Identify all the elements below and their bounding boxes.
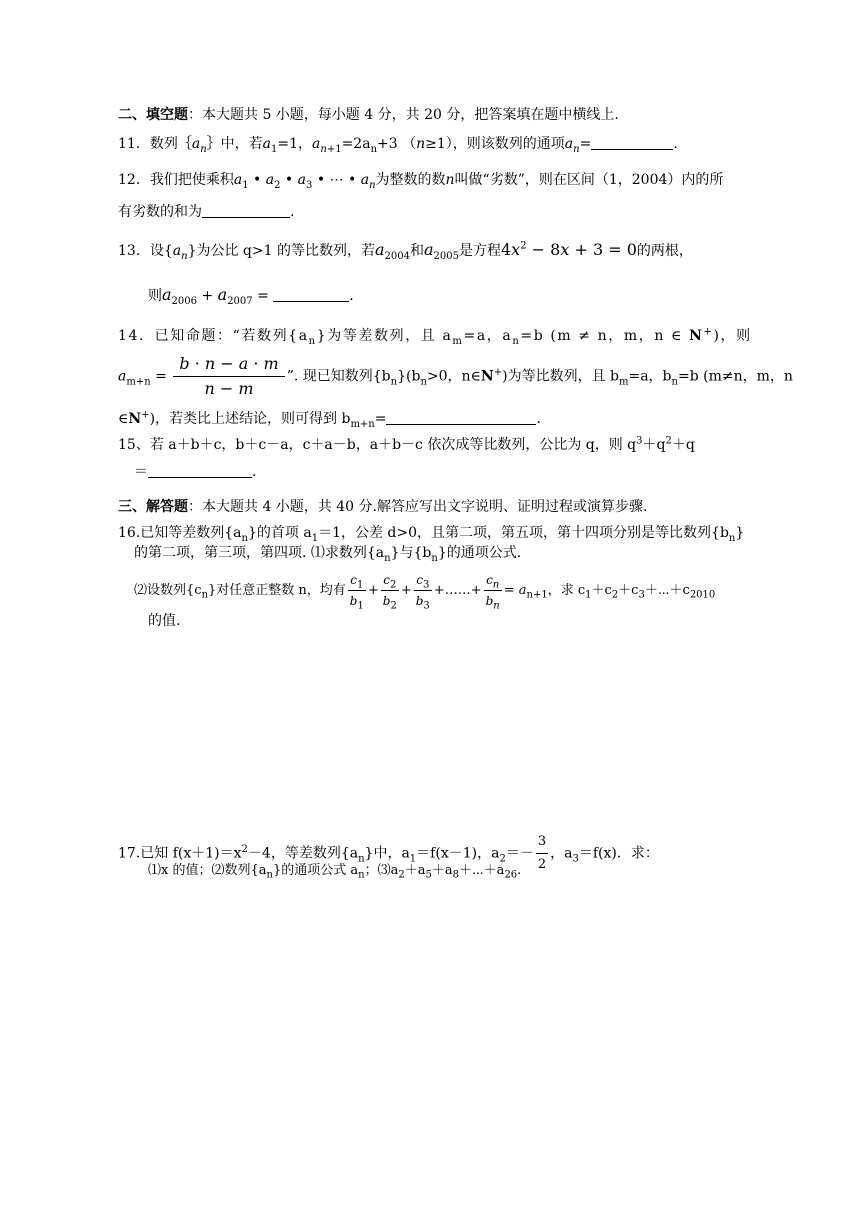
text: ；⑶a [364,863,399,878]
fraction: $\frac{b \cdot n - a \cdot m}{n - m}$ [173,352,284,401]
text: 为整数的数 [375,172,446,188]
question-number: 17. [118,845,141,862]
question-16-line-3: ⑵设数列$\{c_n\}$对任意正整数 n，均有 $\frac{c_1}{b_1}$ + $\frac{c_2}{b_2}$ + $\frac{c_3}{b_3}$ +……+ $\frac{c_n}{b_n}$ = $a_{n+1}$，求 $c_1+c_2+c_3+\cdots+c_{2010}$ [134,570,715,611]
section-3-title: 三、解答题 [118,499,188,515]
text: 已知 f(x＋1)＝x [140,845,242,862]
question-14-line-1: 14．已知命题：“若数列$\{a_n\}$为等差数列，且 $a_m=a$，$a_n=b$ (m ≠ n，m，n ∈ N+)，则 [118,326,752,347]
text: }的通项公式 a [272,863,359,878]
question-13-line-1: 13．设$\{a_n\}$为公比 q>1 的等比数列，若$a_{2004}$和$a_{2005}$是方程$4x^2 - 8x + 3 = 0$的两根， [118,240,693,262]
question-15-line-2 [134,463,256,481]
question-number: 14． [118,328,155,344]
question-14-line-3: ∈N+)，若类比上述结论，则可得到 $b_{m+n}=$ . [118,409,541,430]
fraction: $\frac{c_2}{b_2}$ [382,573,397,612]
text: ＋⋯＋a [458,863,505,878]
text: }(b [397,368,421,385]
question-16-line-1: 16.已知等差数列$\{a_n\}$的首项 $a_1=1$，公差 d>0，且第二项，第五项，第十四项分别是等比数列$\{b_n\}$ [118,525,745,544]
question-number: 11． [118,136,150,152]
text: =b (m ≠ n，m，n ∈ [520,328,690,344]
text: = [579,136,592,152]
text: ｝中，若 [206,136,263,152]
text: ＝f(x)．求： [578,845,659,862]
text: ，a [550,845,573,862]
text: 的值. [148,613,181,629]
text: ＝1，公差 d>0，且第二项，第五项，第十四项分别是等比数列{b [318,525,729,541]
text: }为等差数列，且 a [316,328,453,344]
text: =a，b [628,368,672,385]
answer-blank[interactable] [148,463,252,478]
text: }为公比 q>1 的等比数列，若 [187,243,375,259]
question-12-line-1: 12．我们把使乘积$a_1$ • $a_2$ • $a_3$ • ⋯ • $a_n$为整数的数n叫做“劣数”，则在区间（1，2004）内的所 [118,172,724,191]
question-13-line-2: 则$a_{2006} + a_{2007}$ = . [148,285,354,307]
text: 设{ [149,243,173,259]
text: 的第二项，第三项，第四项. ⑴求数列{a [134,545,385,561]
text: = [257,288,269,304]
text: }的首项 a [247,525,312,541]
text: . [673,136,678,152]
question-number: 16. [118,525,141,541]
text: 数列｛ [149,136,192,152]
answer-blank[interactable] [202,203,290,218]
text: ＋c [618,583,639,598]
text: 是方程 [458,243,501,259]
text: )，则 [713,328,752,344]
text: －4，等差数列{a [247,845,359,862]
text: =a，a [463,328,513,344]
text: }与{b [390,545,432,561]
text: ＝－ [505,845,534,862]
answer-blank[interactable] [591,135,673,150]
text: 已知等差数列{a [140,525,242,541]
text: = [374,411,387,427]
question-11: 11．数列$\{a_n\}$中，若$a_1=1$，$a_{n+1}=2a_n+3$ （n≥1），则该数列的通项$a_n=$ . [118,136,678,155]
section-3-heading [118,498,647,516]
text: . [536,411,541,427]
question-15-line-1: 15、若 a＋b＋c，b＋c－a，c＋a－b，a＋b－c 依次成等比数列，公比为 q，则 $q^3+q^2+q$ [118,435,695,453]
text: ∈ [118,411,129,427]
text: 有劣数的和为 [118,204,202,220]
text: ＝ [134,464,148,480]
question-12-line-2 [118,203,294,221]
text: 的两根， [636,243,693,259]
question-14-line-2: $a_{m+n}$ = $\frac{b \cdot n - a \cdot m}{n - m}$ ”. 现已知数列$\{b_n\}(b_n>0$，n∈N+)为等比数列，且 $b_m=a$，$b_n=b$ (m≠n，m，n [118,352,793,401]
text: =1， [277,136,313,152]
question-16-line-2: 的第二项，第三项，第四项. ⑴求数列$\{a_n\}$与$\{b_n\}$的通项公式. [134,545,522,564]
text: ＋q [671,437,695,453]
text: +3 （ [377,136,417,152]
question-17-line-1: 17.已知 $f(x+1)=x^2-4$，等差数列$\{a_n\}$中，$a_1=f(x-1)$，$a_2=-$ $\frac{3}{2}$ ，$a_3=f(x)$．求： [118,831,659,876]
fraction: $\frac{c_3}{b_3}$ [415,573,430,612]
section-2-desc: ：本大题共 5 小题，每小题 4 分，共 20 分，把答案填在题中横线上. [188,107,619,123]
text: ⑵设数列{c [134,583,202,598]
question-number: 15、 [118,437,150,453]
text: ”. 现已知数列{b [286,368,391,385]
question-number: 13． [118,243,150,259]
text: 我们把使乘积 [149,172,234,188]
text: ，求 c [547,583,586,598]
text: =b (m≠n，m，n [677,368,793,385]
text: . [517,863,522,878]
text: 和 [409,243,424,259]
text: ⑴x 的值；⑵数列{a [148,863,267,878]
question-17-line-2: ⑴x 的值；⑵数列$\{a_n\}$的通项公式 $a_n$；$⑶a_2+a_5+a_8+\cdots+a_{26}$. [148,863,522,881]
text: ≥1），则该数列的通项 [425,136,565,152]
text: 则 [148,288,162,304]
text: 已知命题：“若数列{a [154,328,309,344]
text: ＋⋯＋c [644,583,690,598]
text: )，若类比上述结论，则可得到 b [149,411,351,427]
text: =2a [341,136,371,152]
text: ＝f(x－1)，a [416,845,500,862]
text: }对任意正整数 n，均有 [208,583,346,598]
text: ＋a [431,863,453,878]
text: 若 a＋b＋c，b＋c－a，c＋a－b，a＋b－c 依次成等比数列，公比为 q，则 q [149,437,637,453]
text: ＋q [642,437,666,453]
section-3-desc: ：本大题共 4 小题，共 40 分.解答应写出文字说明、证明过程或演算步骤. [188,499,648,515]
fraction: $\frac{3}{2}$ [536,831,548,876]
fraction: $\frac{c_n}{b_n}$ [485,573,500,612]
text: . [349,288,354,304]
text: )为等比数列，且 b [502,368,619,385]
answer-blank[interactable] [273,287,349,302]
text: 叫做“劣数”，则在区间（1，2004）内的所 [454,172,724,188]
answer-blank[interactable] [386,410,536,425]
text: . [252,464,257,480]
fraction: $\frac{c_1}{b_1}$ [349,573,364,612]
text: }中，a [364,845,410,862]
question-16-line-4 [148,612,180,630]
text: ＋a [404,863,426,878]
section-2-heading [118,106,619,124]
text: } [735,525,745,541]
text: >0，n∈ [426,368,481,385]
question-number: 12． [118,172,150,188]
text: ＋c [591,583,612,598]
text: }的通项公式. [437,545,522,561]
section-2-title: 二、填空题 [118,107,188,123]
text: . [290,204,295,220]
